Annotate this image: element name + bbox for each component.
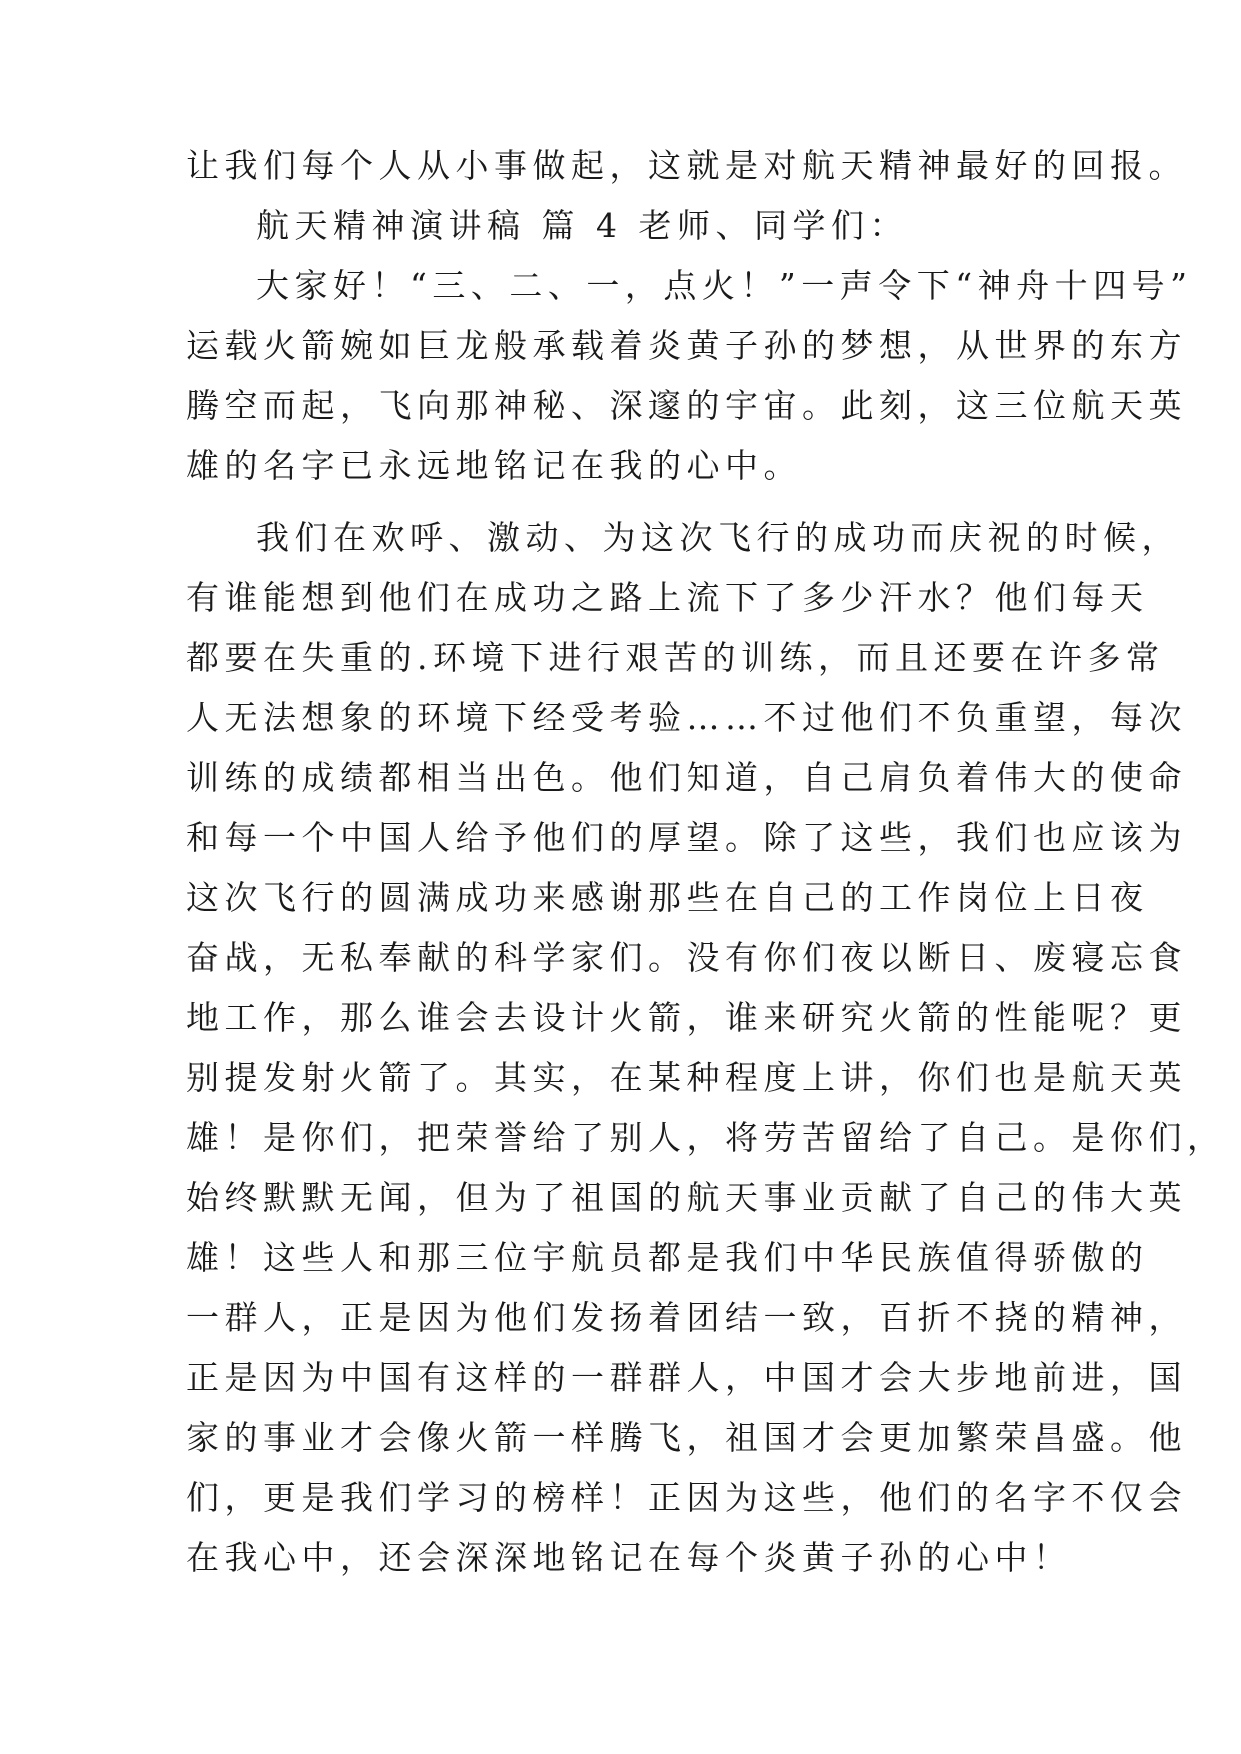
- text-line: 始终默默无闻，但为了祖国的航天事业贡献了自己的伟大英: [186, 1178, 1187, 1217]
- text-line: 雄！这些人和那三位宇航员都是我们中华民族值得骄傲的: [186, 1238, 1149, 1277]
- text-line: 奋战，无私奉献的科学家们。没有你们夜以断日、废寝忘食: [186, 938, 1187, 977]
- text-line: 大家好！“三、二、一，点火！”一声令下“神舟十四号”: [256, 266, 1193, 305]
- text-line: 人无法想象的环境下经受考验……不过他们不负重望，每次: [186, 698, 1187, 737]
- text-line: 航天精神演讲稿 篇 4 老师、同学们：: [256, 206, 908, 245]
- text-line: 雄！是你们，把荣誉给了别人，将劳苦留给了自己。是你们，: [186, 1118, 1226, 1157]
- text-line: 我们在欢呼、激动、为这次飞行的成功而庆祝的时候，: [256, 518, 1180, 557]
- text-line: 和每一个中国人给予他们的厚望。除了这些，我们也应该为: [186, 818, 1187, 857]
- text-line: 别提发射火箭了。其实，在某种程度上讲，你们也是航天英: [186, 1058, 1187, 1097]
- text-line: 家的事业才会像火箭一样腾飞，祖国才会更加繁荣昌盛。他: [186, 1418, 1187, 1457]
- text-line: 正是因为中国有这样的一群群人，中国才会大步地前进，国: [186, 1358, 1187, 1397]
- text-line: 地工作，那么谁会去设计火箭，谁来研究火箭的性能呢？更: [186, 998, 1187, 1037]
- text-line: 让我们每个人从小事做起，这就是对航天精神最好的回报。: [186, 146, 1187, 185]
- text-line: 这次飞行的圆满成功来感谢那些在自己的工作岗位上日夜: [186, 878, 1149, 917]
- text-line: 有谁能想到他们在成功之路上流下了多少汗水？他们每天: [186, 578, 1149, 617]
- text-line: 运载火箭婉如巨龙般承载着炎黄子孙的梦想，从世界的东方: [186, 326, 1187, 365]
- text-line: 雄的名字已永远地铭记在我的心中。: [186, 446, 802, 485]
- text-line: 腾空而起，飞向那神秘、深邃的宇宙。此刻，这三位航天英: [186, 386, 1187, 425]
- text-line: 们，更是我们学习的榜样！正因为这些，他们的名字不仅会: [186, 1478, 1187, 1517]
- text-line: 在我心中，还会深深地铭记在每个炎黄子孙的心中！: [186, 1538, 1072, 1577]
- text-line: 训练的成绩都相当出色。他们知道，自己肩负着伟大的使命: [186, 758, 1187, 797]
- text-line: 都要在失重的.环境下进行艰苦的训练，而且还要在许多常: [186, 638, 1165, 677]
- text-line: 一群人，正是因为他们发扬着团结一致，百折不挠的精神，: [186, 1298, 1187, 1337]
